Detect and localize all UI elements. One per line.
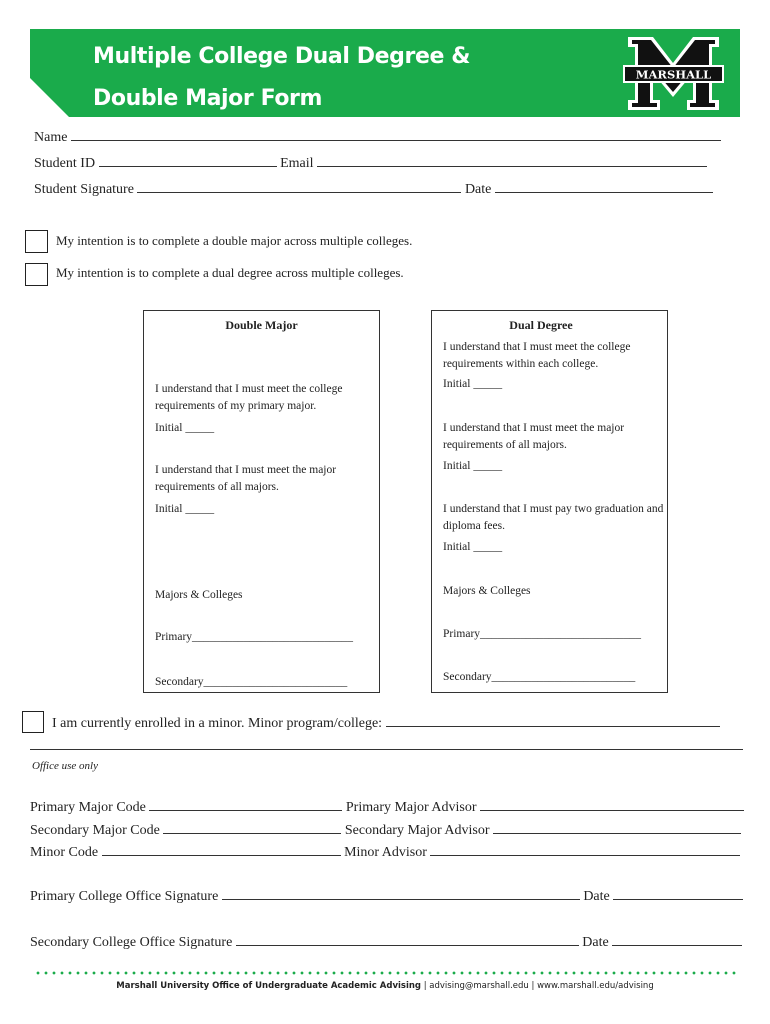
dual-degree-statement-1: I understand that I must meet the college requirements within each college.: [443, 341, 631, 370]
secondary-major-code-label: Secondary Major Code: [30, 823, 160, 838]
secondary-signature-row: [30, 933, 742, 951]
student-id-label: Student ID: [34, 156, 96, 171]
double-major-intention: My intention is to complete a double major across multiple colleges.: [56, 233, 413, 248]
double-major-statement-2: I understand that I must meet the major requirements of all majors.: [155, 464, 337, 493]
primary-signature-row: [30, 887, 743, 905]
minor-code-label: Minor Code: [30, 845, 99, 860]
double-major-initial-1[interactable]: Initial _____: [155, 422, 215, 434]
primary-major-advisor-label: Primary Major Advisor: [345, 800, 477, 815]
primary-college-signature-label: Primary College Office Signature: [30, 889, 219, 904]
logo-text: MARSHALL: [635, 67, 712, 82]
footer-org: Marshall University Office of Undergraduate Academic Advising: [116, 981, 422, 991]
minor-continuation-line[interactable]: [30, 749, 743, 750]
primary-signature-date-field[interactable]: [613, 887, 743, 900]
email-field[interactable]: [317, 154, 707, 167]
secondary-signature-date-label: Date: [582, 935, 609, 950]
footer: [0, 981, 770, 991]
office-use-note: Office use only: [32, 760, 98, 772]
primary-major-advisor-field[interactable]: [480, 798, 744, 811]
double-major-secondary[interactable]: Secondary_________________________: [155, 676, 348, 688]
primary-signature-date-label: Date: [583, 889, 610, 904]
minor-checkbox[interactable]: [22, 711, 44, 733]
banner-notch: [30, 78, 70, 118]
dual-degree-initial-1[interactable]: Initial _____: [443, 378, 503, 390]
primary-college-signature-field[interactable]: [222, 887, 580, 900]
email-label: Email: [280, 156, 314, 171]
secondary-code-row: [30, 821, 741, 839]
dual-degree-majors-label: Majors & Colleges: [443, 585, 531, 597]
primary-major-code-label: Primary Major Code: [30, 800, 146, 815]
minor-row: [52, 714, 720, 732]
minor-advisor-label: Minor Advisor: [344, 845, 427, 860]
form-title-line1: Multiple College Dual Degree &: [93, 44, 471, 69]
dual-degree-initial-2[interactable]: Initial _____: [443, 460, 503, 472]
student-signature-label: Student Signature: [34, 182, 134, 197]
name-row: [34, 128, 721, 146]
student-date-field[interactable]: [495, 180, 713, 193]
secondary-college-signature-label: Secondary College Office Signature: [30, 935, 233, 950]
secondary-major-advisor-label: Secondary Major Advisor: [344, 823, 490, 838]
double-major-primary[interactable]: Primary____________________________: [155, 631, 354, 643]
minor-code-field[interactable]: [102, 843, 341, 856]
minor-code-row: [30, 843, 740, 861]
double-major-heading: Double Major: [225, 318, 298, 332]
secondary-college-signature-field[interactable]: [236, 933, 579, 946]
double-major-initial-2[interactable]: Initial _____: [155, 503, 215, 515]
double-major-statement-1: I understand that I must meet the college requirements of my primary major.: [155, 383, 343, 412]
dual-degree-initial-3[interactable]: Initial _____: [443, 541, 503, 553]
name-label: Name: [34, 130, 68, 145]
marshall-logo: [623, 37, 724, 110]
id-email-row: [34, 154, 707, 172]
double-major-majors-label: Majors & Colleges: [155, 589, 243, 601]
form-title-line2: Double Major Form: [93, 86, 323, 111]
minor-label: I am currently enrolled in a minor. Minor program/college:: [52, 716, 383, 731]
signature-row: [34, 180, 713, 198]
primary-major-code-field[interactable]: [149, 798, 342, 811]
double-major-checkbox[interactable]: [25, 230, 48, 253]
footer-contact: | advising@marshall.edu | www.marshall.edu/advising: [421, 981, 654, 991]
student-date-label: Date: [464, 182, 492, 197]
student-id-field[interactable]: [99, 154, 277, 167]
minor-program-field[interactable]: [386, 714, 720, 727]
primary-code-row: [30, 798, 744, 816]
dual-degree-statement-2: I understand that I must meet the major requirements of all majors.: [443, 422, 625, 451]
footer-dotted-divider: [34, 971, 737, 975]
secondary-major-advisor-field[interactable]: [493, 821, 741, 834]
dual-degree-primary[interactable]: Primary____________________________: [443, 628, 642, 640]
student-signature-field[interactable]: [137, 180, 461, 193]
minor-advisor-field[interactable]: [430, 843, 740, 856]
secondary-signature-date-field[interactable]: [612, 933, 742, 946]
secondary-major-code-field[interactable]: [163, 821, 341, 834]
dual-degree-heading: Dual Degree: [509, 318, 573, 332]
dual-degree-checkbox[interactable]: [25, 263, 48, 286]
name-field[interactable]: [71, 128, 721, 141]
dual-degree-statement-3: I understand that I must pay two graduation and diploma fees.: [443, 503, 664, 532]
dual-degree-secondary[interactable]: Secondary_________________________: [443, 671, 636, 683]
dual-degree-intention: My intention is to complete a dual degree across multiple colleges.: [56, 265, 404, 280]
